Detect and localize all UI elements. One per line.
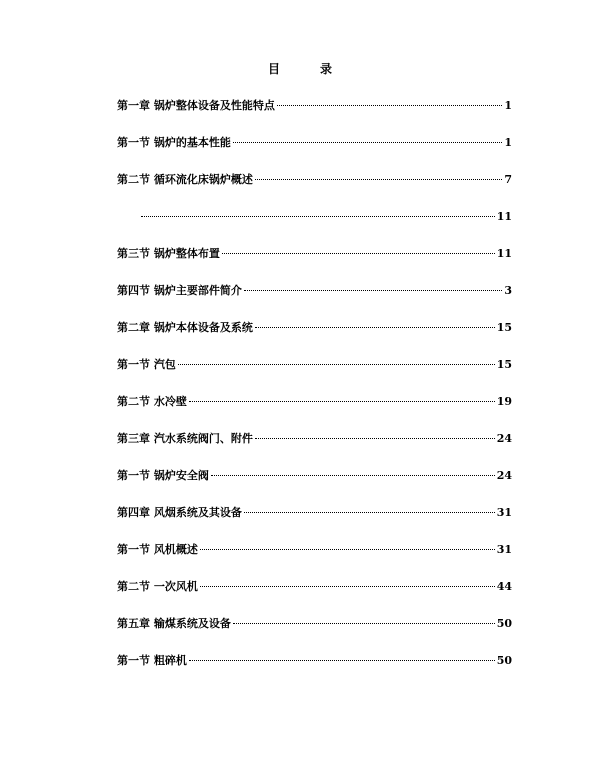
toc-entry-page: 31 — [496, 543, 512, 556]
toc-entry-title: 第一节 风机概述 — [117, 543, 198, 556]
toc-entry[interactable] — [117, 320, 512, 336]
toc-entry-page: 1 — [504, 99, 512, 112]
toc-entry-title: 第四节 锅炉主要部件简介 — [117, 284, 242, 297]
toc-entry-title: 第一节 锅炉安全阀 — [117, 469, 209, 482]
toc-entry[interactable] — [117, 209, 512, 225]
dot-leader — [233, 623, 495, 624]
dot-leader — [233, 142, 502, 143]
dot-leader — [255, 179, 502, 180]
toc-entry[interactable] — [117, 616, 512, 632]
dot-leader — [200, 586, 495, 587]
dot-leader — [200, 549, 495, 550]
dot-leader — [211, 475, 495, 476]
toc-entry-page: 50 — [496, 654, 512, 667]
toc-entry-page: 44 — [496, 580, 512, 593]
toc-entry[interactable] — [117, 135, 512, 151]
toc-entry[interactable] — [117, 468, 512, 484]
dot-leader — [244, 290, 502, 291]
toc-entry[interactable] — [117, 357, 512, 373]
toc-entry-page: 50 — [496, 617, 512, 630]
toc-entry[interactable] — [117, 579, 512, 595]
dot-leader — [255, 327, 495, 328]
toc-entry-page: 3 — [504, 284, 512, 297]
toc-entry-title: 第五章 输煤系统及设备 — [117, 617, 231, 630]
toc-entry-title: 第一节 粗碎机 — [117, 654, 187, 667]
dot-leader — [222, 253, 495, 254]
toc-entry-title: 第一节 锅炉的基本性能 — [117, 136, 231, 149]
dot-leader — [189, 660, 495, 661]
toc-entry[interactable] — [117, 98, 512, 114]
toc-entry-page: 11 — [496, 210, 512, 223]
dot-leader — [244, 512, 495, 513]
toc-entry[interactable] — [117, 542, 512, 558]
toc-entry-page: 7 — [504, 173, 512, 186]
toc-entry[interactable] — [117, 246, 512, 262]
toc-entry-title: 第一节 汽包 — [117, 358, 176, 371]
toc-entry-page: 1 — [504, 136, 512, 149]
toc-entry[interactable] — [117, 172, 512, 188]
toc-entry-title: 第一章 锅炉整体设备及性能特点 — [117, 99, 275, 112]
toc-entry-title: 第二章 锅炉本体设备及系统 — [117, 321, 253, 334]
toc-entry-page: 11 — [496, 247, 512, 260]
toc-entry-title: 第三节 锅炉整体布置 — [117, 247, 220, 260]
toc-entry-page: 19 — [496, 395, 512, 408]
dot-leader — [189, 401, 495, 402]
toc-entry[interactable] — [117, 431, 512, 447]
dot-leader — [277, 105, 502, 106]
toc-entry[interactable] — [117, 505, 512, 521]
table-of-contents — [117, 98, 512, 690]
toc-entry-page: 24 — [496, 469, 512, 482]
toc-entry-title: 第二节 循环流化床锅炉概述 — [117, 173, 253, 186]
toc-entry-title: 第四章 风烟系统及其设备 — [117, 506, 242, 519]
toc-entry-page: 31 — [496, 506, 512, 519]
toc-entry-title: 第二节 水冷壁 — [117, 395, 187, 408]
dot-leader — [141, 216, 495, 217]
toc-entry-page: 24 — [496, 432, 512, 445]
toc-entry[interactable] — [117, 653, 512, 669]
dot-leader — [255, 438, 495, 439]
dot-leader — [178, 364, 495, 365]
toc-entry-page: 15 — [496, 321, 512, 334]
toc-entry-title: 第三章 汽水系统阀门、附件 — [117, 432, 253, 445]
toc-entry-page: 15 — [496, 358, 512, 371]
toc-entry-title: 第二节 一次风机 — [117, 580, 198, 593]
toc-title: 目 录 — [267, 62, 346, 76]
toc-entry[interactable] — [117, 394, 512, 410]
toc-entry[interactable] — [117, 283, 512, 299]
